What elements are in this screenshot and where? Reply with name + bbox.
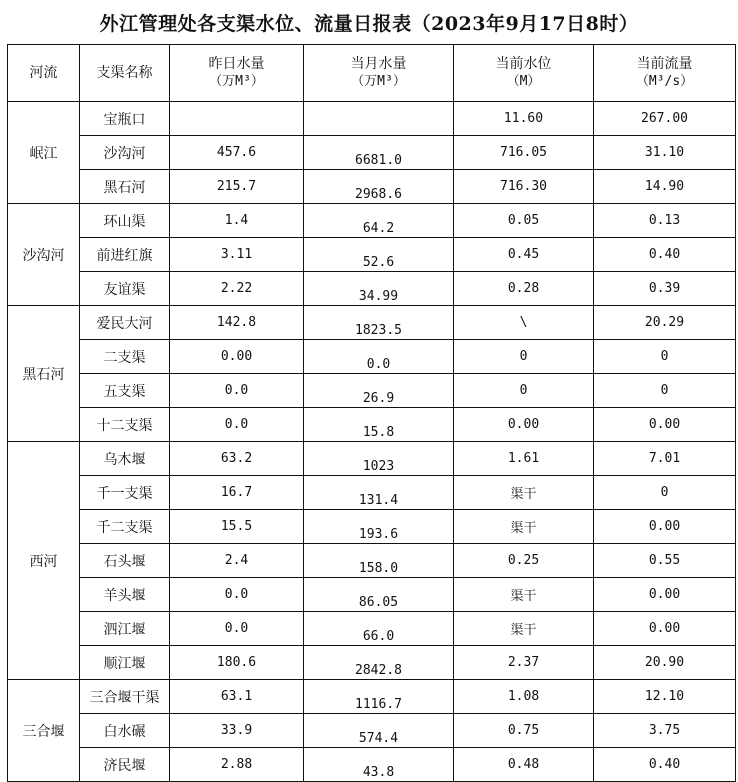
branch-name-cell: 五支渠 <box>80 374 170 408</box>
branch-name-cell: 友谊渠 <box>80 272 170 306</box>
month-volume-cell: 26.9 <box>304 374 454 408</box>
table-row <box>8 510 736 544</box>
yesterday-volume-cell: 33.9 <box>170 714 304 748</box>
branch-name-cell: 黑石河 <box>80 170 170 204</box>
month-volume-cell: 1116.7 <box>304 680 454 714</box>
yesterday-volume-cell: 180.6 <box>170 646 304 680</box>
flow-rate-cell: 267.00 <box>594 102 736 136</box>
flow-rate-cell: 20.29 <box>594 306 736 340</box>
month-volume-cell: 34.99 <box>304 272 454 306</box>
month-volume-cell: 1823.5 <box>304 306 454 340</box>
flow-rate-cell: 0.39 <box>594 272 736 306</box>
river-cell: 岷江 <box>8 102 80 204</box>
yesterday-volume-cell: 0.0 <box>170 612 304 646</box>
table-row <box>8 714 736 748</box>
flow-rate-cell: 31.10 <box>594 136 736 170</box>
yesterday-volume-cell: 15.5 <box>170 510 304 544</box>
header-flow-line1: 当前流量 <box>636 56 693 72</box>
month-volume-cell: 131.4 <box>304 476 454 510</box>
yesterday-volume-cell: 63.2 <box>170 442 304 476</box>
yesterday-volume-cell: 3.11 <box>170 238 304 272</box>
month-volume-cell: 52.6 <box>304 238 454 272</box>
header-month-line2: （万M³） <box>351 74 406 89</box>
water-level-cell: 渠干 <box>454 612 594 646</box>
flow-rate-cell: 0 <box>594 374 736 408</box>
water-level-cell: 1.08 <box>454 680 594 714</box>
flow-rate-cell: 0.00 <box>594 612 736 646</box>
branch-name-cell: 千二支渠 <box>80 510 170 544</box>
branch-name-cell: 白水碾 <box>80 714 170 748</box>
table-row <box>8 612 736 646</box>
header-month-line1: 当月水量 <box>350 56 407 72</box>
table-row <box>8 102 736 136</box>
branch-name-cell: 三合堰干渠 <box>80 680 170 714</box>
header-yesterday-line2: （万M³） <box>209 74 264 89</box>
report-title: 外江管理处各支渠水位、流量日报表（2023年9月17日8时） <box>99 12 639 35</box>
yesterday-volume-cell: 2.4 <box>170 544 304 578</box>
yesterday-volume-cell: 142.8 <box>170 306 304 340</box>
yesterday-volume-cell: 215.7 <box>170 170 304 204</box>
yesterday-volume-cell: 0.0 <box>170 578 304 612</box>
water-level-cell: 0.25 <box>454 544 594 578</box>
month-volume-cell <box>304 102 454 136</box>
table-row <box>8 170 736 204</box>
month-volume-cell: 6681.0 <box>304 136 454 170</box>
month-volume-cell: 66.0 <box>304 612 454 646</box>
water-level-cell: 1.61 <box>454 442 594 476</box>
header-river: 河流 <box>8 45 80 102</box>
yesterday-volume-cell: 16.7 <box>170 476 304 510</box>
water-level-cell: 0.05 <box>454 204 594 238</box>
month-volume-cell: 2842.8 <box>304 646 454 680</box>
water-level-cell: 0.45 <box>454 238 594 272</box>
table-row <box>8 442 736 476</box>
table-row <box>8 680 736 714</box>
flow-rate-cell: 0.13 <box>594 204 736 238</box>
header-month <box>304 45 454 102</box>
month-volume-cell: 0.0 <box>304 340 454 374</box>
header-row <box>8 45 736 102</box>
month-volume-cell: 64.2 <box>304 204 454 238</box>
yesterday-volume-cell: 2.88 <box>170 748 304 782</box>
month-volume-cell: 1023 <box>304 442 454 476</box>
flow-rate-cell: 0.55 <box>594 544 736 578</box>
yesterday-volume-cell: 1.4 <box>170 204 304 238</box>
water-level-cell: 11.60 <box>454 102 594 136</box>
header-level-line2: （M） <box>506 74 541 89</box>
river-cell: 黑石河 <box>8 306 80 442</box>
yesterday-volume-cell: 63.1 <box>170 680 304 714</box>
branch-name-cell: 爱民大河 <box>80 306 170 340</box>
yesterday-volume-cell: 457.6 <box>170 136 304 170</box>
branch-name-cell: 泗江堰 <box>80 612 170 646</box>
yesterday-volume-cell: 2.22 <box>170 272 304 306</box>
table-row <box>8 374 736 408</box>
branch-name-cell: 前进红旗 <box>80 238 170 272</box>
month-volume-cell: 43.8 <box>304 748 454 782</box>
water-level-cell: 716.05 <box>454 136 594 170</box>
flow-rate-cell: 12.10 <box>594 680 736 714</box>
branch-name-cell: 济民堰 <box>80 748 170 782</box>
header-branch: 支渠名称 <box>80 45 170 102</box>
table-body <box>8 102 736 782</box>
flow-rate-cell: 7.01 <box>594 442 736 476</box>
report-table <box>7 44 736 782</box>
flow-rate-cell: 0.00 <box>594 408 736 442</box>
month-volume-cell: 2968.6 <box>304 170 454 204</box>
flow-rate-cell: 0.40 <box>594 748 736 782</box>
table-row <box>8 646 736 680</box>
water-level-cell: 2.37 <box>454 646 594 680</box>
header-flow <box>594 45 736 102</box>
table-row <box>8 544 736 578</box>
water-level-cell: 716.30 <box>454 170 594 204</box>
branch-name-cell: 十二支渠 <box>80 408 170 442</box>
water-level-cell: 渠干 <box>454 476 594 510</box>
month-volume-cell: 574.4 <box>304 714 454 748</box>
month-volume-cell: 193.6 <box>304 510 454 544</box>
branch-name-cell: 千一支渠 <box>80 476 170 510</box>
table-row <box>8 306 736 340</box>
river-cell: 三合堰 <box>8 680 80 782</box>
yesterday-volume-cell: 0.0 <box>170 374 304 408</box>
table-row <box>8 272 736 306</box>
branch-name-cell: 顺江堰 <box>80 646 170 680</box>
table-row <box>8 578 736 612</box>
water-level-cell: 0.75 <box>454 714 594 748</box>
yesterday-volume-cell <box>170 102 304 136</box>
flow-rate-cell: 0 <box>594 340 736 374</box>
month-volume-cell: 158.0 <box>304 544 454 578</box>
water-level-cell: 渠干 <box>454 510 594 544</box>
table-row <box>8 238 736 272</box>
water-level-cell: 0 <box>454 340 594 374</box>
branch-name-cell: 乌木堰 <box>80 442 170 476</box>
flow-rate-cell: 14.90 <box>594 170 736 204</box>
water-level-cell: 0.00 <box>454 408 594 442</box>
yesterday-volume-cell: 0.0 <box>170 408 304 442</box>
header-level <box>454 45 594 102</box>
table-row <box>8 408 736 442</box>
flow-rate-cell: 0.40 <box>594 238 736 272</box>
month-volume-cell: 86.05 <box>304 578 454 612</box>
header-yesterday <box>170 45 304 102</box>
header-flow-line2: （M³/s） <box>635 74 694 89</box>
flow-rate-cell: 3.75 <box>594 714 736 748</box>
table-row <box>8 748 736 782</box>
water-level-cell: 0.48 <box>454 748 594 782</box>
month-volume-cell: 15.8 <box>304 408 454 442</box>
header-yesterday-line1: 昨日水量 <box>208 56 265 72</box>
table-row <box>8 340 736 374</box>
branch-name-cell: 石头堰 <box>80 544 170 578</box>
flow-rate-cell: 20.90 <box>594 646 736 680</box>
river-cell: 西河 <box>8 442 80 680</box>
flow-rate-cell: 0.00 <box>594 578 736 612</box>
water-level-cell: 0 <box>454 374 594 408</box>
branch-name-cell: 二支渠 <box>80 340 170 374</box>
flow-rate-cell: 0 <box>594 476 736 510</box>
water-level-cell: 0.28 <box>454 272 594 306</box>
header-level-line1: 当前水位 <box>495 56 552 72</box>
branch-name-cell: 环山渠 <box>80 204 170 238</box>
water-level-cell: \ <box>454 306 594 340</box>
river-cell: 沙沟河 <box>8 204 80 306</box>
branch-name-cell: 羊头堰 <box>80 578 170 612</box>
yesterday-volume-cell: 0.00 <box>170 340 304 374</box>
table-row <box>8 476 736 510</box>
table-row <box>8 204 736 238</box>
branch-name-cell: 沙沟河 <box>80 136 170 170</box>
branch-name-cell: 宝瓶口 <box>80 102 170 136</box>
flow-rate-cell: 0.00 <box>594 510 736 544</box>
table-row <box>8 136 736 170</box>
water-level-cell: 渠干 <box>454 578 594 612</box>
